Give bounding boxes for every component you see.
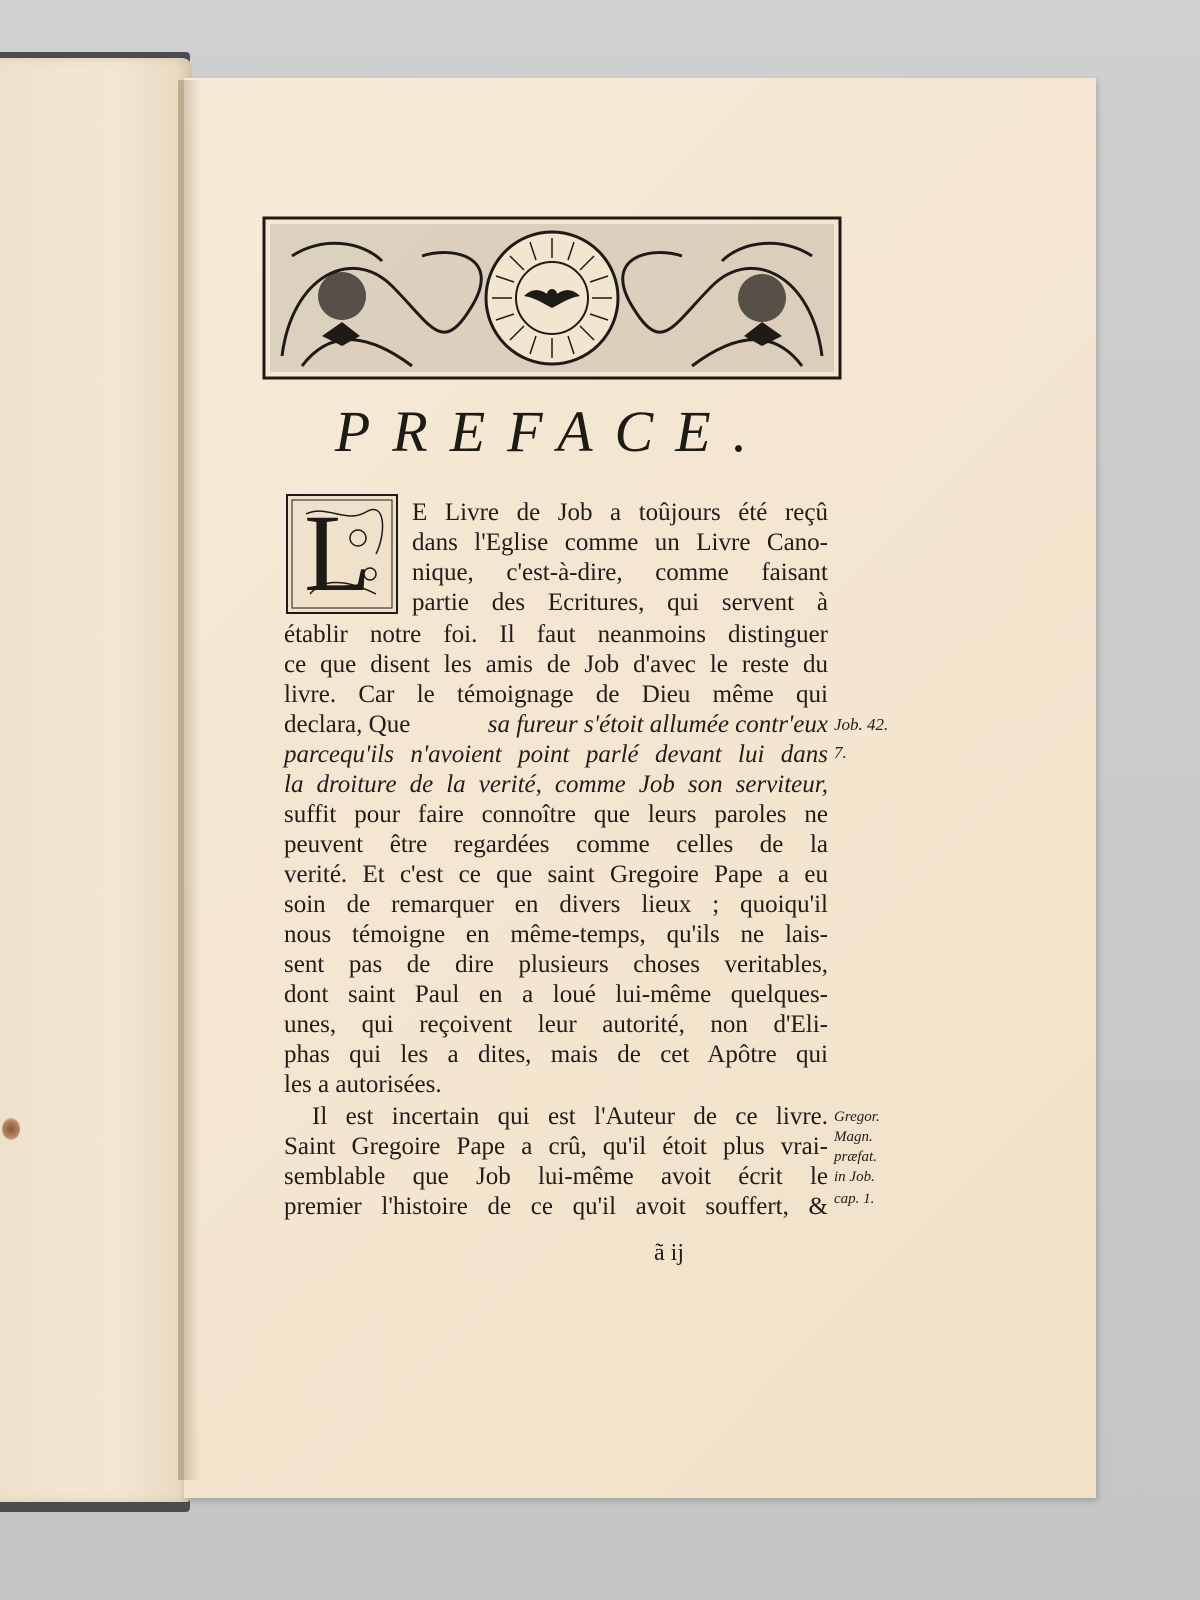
text-line: peuvent être regardées comme celles de la: [284, 831, 828, 858]
signature-mark: ã ij: [654, 1240, 684, 1266]
text-line: dans l'Eglise comme un Livre Cano-: [412, 529, 828, 556]
text-line: [284, 710, 828, 740]
text-line: la droiture de la verité, comme Job son serviteur,: [284, 771, 828, 798]
page-gutter-shadow: [178, 80, 200, 1480]
page-title: PREFACE.: [334, 399, 770, 464]
text-line: les a autorisées.: [284, 1071, 442, 1098]
text-line: partie des Ecritures, qui servent à: [412, 589, 828, 616]
ornamental-headpiece: [262, 216, 842, 380]
text-segment: declara, Que: [284, 711, 411, 738]
drop-cap: [286, 494, 398, 614]
text-line: premier l'histoire de ce qu'il avoit souffert, &: [284, 1193, 828, 1220]
text-line: dont saint Paul en a loué lui-même quelques-: [284, 981, 828, 1008]
text-line: Il est incertain qui est l'Auteur de ce livre.: [312, 1103, 828, 1130]
text-line: nique, c'est-à-dire, comme faisant: [412, 559, 828, 586]
text-line: ce que disent les amis de Job d'avec le reste du: [284, 651, 828, 678]
text-line: verité. Et c'est ce que saint Gregoire Pape a eu: [284, 861, 828, 888]
text-line: livre. Car le témoignage de Dieu même qui: [284, 681, 828, 708]
text-segment-italic: sa fureur s'étoit allumée contr'eux: [487, 711, 828, 738]
margin-note: in Job.: [834, 1169, 875, 1185]
drop-cap-letter: L: [304, 492, 372, 614]
margin-note: 7.: [834, 743, 847, 762]
text-line: nous témoigne en même-temps, qu'ils ne lais-: [284, 921, 828, 948]
margin-note: præfat.: [834, 1149, 877, 1165]
margin-note: Gregor.: [834, 1109, 880, 1125]
foxing-stain: [2, 1118, 20, 1140]
text-line: unes, qui reçoivent leur autorité, non d'Eli-: [284, 1011, 828, 1038]
text-line: E Livre de Job a toûjours été reçû: [412, 499, 828, 526]
text-line: Saint Gregoire Pape a crû, qu'il étoit plus vrai-: [284, 1133, 828, 1160]
margin-note: cap. 1.: [834, 1191, 875, 1207]
text-line: suffit pour faire connoître que leurs paroles ne: [284, 801, 828, 828]
text-line: phas qui les a dites, mais de cet Apôtre qui: [284, 1041, 828, 1068]
margin-note: Magn.: [834, 1129, 873, 1145]
left-page: [0, 58, 192, 1502]
text-line: semblable que Job lui-même avoit écrit le: [284, 1163, 828, 1190]
text-line: soin de remarquer en divers lieux ; quoiqu'il: [284, 891, 828, 918]
margin-note: Job. 42.: [834, 715, 889, 734]
text-line: sent pas de dire plusieurs choses veritables,: [284, 951, 828, 978]
text-line: parcequ'ils n'avoient point parlé devant lui dans: [284, 741, 828, 768]
text-line: établir notre foi. Il faut neanmoins distinguer: [284, 621, 828, 648]
